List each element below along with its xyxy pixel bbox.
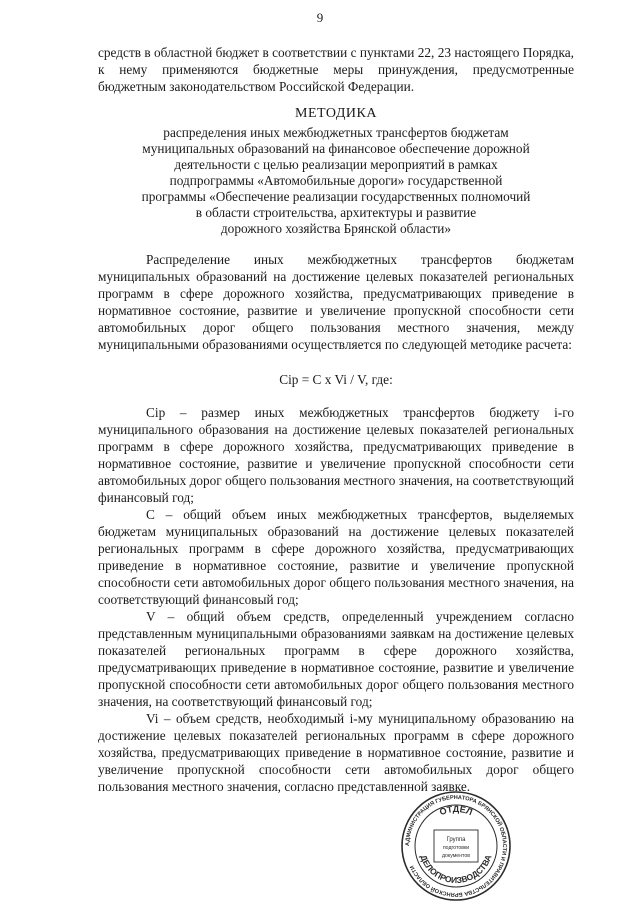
definition-vi: Vi – объем средств, необходимый i-му муниципальному образованию на достижение целевых показателей региональных программ в сфере дорожного хозяйства, предусматривающих приведение в нормативное состояние, развитие и увеличение пропускной способности сети автомобильных дорог общего пользования местного значения, согласно представленной заявке.: [98, 711, 574, 794]
intro-paragraph: средств в областной бюджет в соответствии с пунктами 22, 23 настоящего Порядка, к нему применяются бюджетные меры принуждения, предусмотренные бюджетным законодательством Российской Федерации.: [98, 45, 574, 94]
svg-text:ОТДЕЛ: [438, 804, 474, 817]
document-title: МЕТОДИКА: [295, 106, 377, 121]
subtitle-line: деятельности с целью реализации мероприятий в рамках: [174, 157, 498, 172]
definition-c: С – общий объем иных межбюджетных трансфертов, выделяемых бюджетам муниципальных образований на достижение целевых показателей региональных программ в сфере дорожного хозяйства, предусматривающих приведение в нормативное состояние, развитие и увеличение пропускной способности сети автомобильных дорог общего пользования местного значения, на соответствующий финансовый год;: [98, 507, 574, 607]
definition-v: V – общий объем средств, определенный учреждением согласно представленным муниципальными образованиями заявкам на достижение целевых показателей региональных программ в сфере дорожного хозяйства, предусматривающих приведение в нормативное состояние, развитие и увеличение пропускной способности сети автомобильных дорог общего пользования местного значения, на соответствующий финансовый год;: [98, 609, 574, 709]
office-stamp: [396, 790, 516, 902]
document-subtitle: [128, 125, 544, 237]
subtitle-line: распределения иных межбюджетных трансфертов бюджетам: [163, 125, 509, 140]
stamp-dept-bottom: ДЕЛОПРОИЗВОДСТВА: [418, 853, 494, 886]
definition-cir: Сiр – размер иных межбюджетных трансфертов бюджету i-го муниципального образования на достижение целевых показателей региональных программ в сфере дорожного хозяйства, предусматривающих приведение в нормативное состояние, развитие и увеличение пропускной способности сети автомобильных дорог общего пользования местного значения, на соответствующий финансовый год;: [98, 405, 574, 505]
stamp-ring-text: АДМИНИСТРАЦИЯ ГУБЕРНАТОРА БРЯНСКОЙ ОБЛАСТИ И ПРАВИТЕЛЬСТВА БРЯНСКОЙ ОБЛАСТИ: [404, 794, 508, 898]
subtitle-line: в области строительства, архитектуры и развитие: [195, 205, 477, 220]
stamp-center-line: подготовки: [442, 845, 470, 851]
subtitle-line: программы «Обеспечение реализации государственных полномочий: [141, 189, 531, 204]
stamp-dept-top: ОТДЕЛ: [438, 803, 474, 818]
document-body: [98, 44, 574, 795]
method-paragraph: Распределение иных межбюджетных трансфертов бюджетам муниципальных образований на достижение целевых показателей региональных программ в сфере дорожного хозяйства, предусматривающих приведение в нормативное состояние, развитие и увеличение пропускной способности сети автомобильных дорог общего пользования местного значения, между муниципальными образованиями осуществляется по следующей методике расчета:: [98, 252, 574, 352]
stamp-center-line: документов: [441, 853, 471, 859]
stamp-center-line: Группа: [446, 837, 466, 843]
subtitle-line: дорожного хозяйства Брянской области»: [220, 221, 452, 236]
subtitle-line: подпрограммы «Автомобильные дороги» государственной: [169, 173, 503, 188]
subtitle-line: муниципальных образований на финансовое обеспечение дорожной: [142, 141, 530, 156]
formula: Сiр = С x Vi / V, где:: [279, 372, 393, 387]
page-number: 9: [316, 10, 324, 25]
